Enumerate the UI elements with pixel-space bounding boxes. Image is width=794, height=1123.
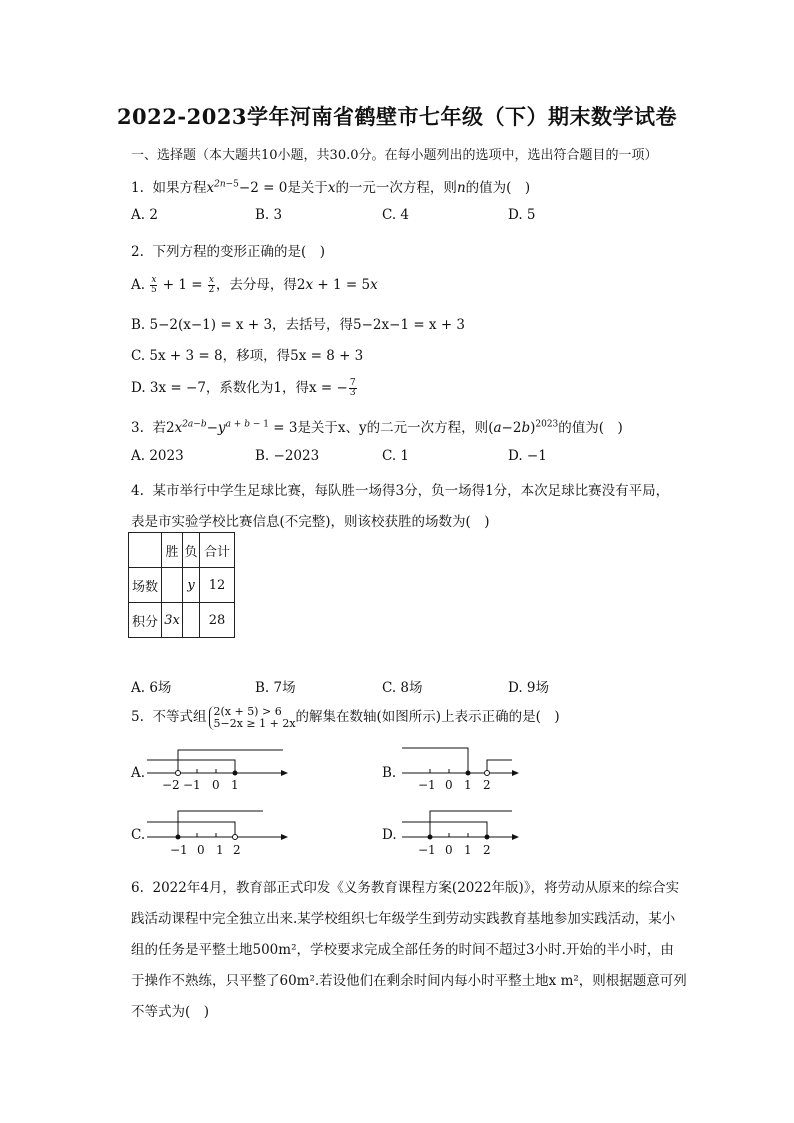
q5-option-b-label: B. xyxy=(382,765,397,781)
tick-label: 2 xyxy=(233,843,241,857)
table-cell: 场数 xyxy=(129,568,162,603)
table-cell: 28 xyxy=(200,603,235,638)
table-cell: 合计 xyxy=(200,533,235,568)
q3-option-a: A. 2023 xyxy=(131,448,184,464)
q1-option-d: D. 5 xyxy=(508,207,536,223)
page-title: 2022-2023学年河南省鹤壁市七年级（下）期末数学试卷 xyxy=(116,104,678,129)
table-cell: y xyxy=(183,568,200,603)
question-6-line3: 组的任务是平整土地500m²，学校要求完成全部任务的时间不超过3小时.开始的半小时，由 xyxy=(131,942,674,958)
table-cell: 胜 xyxy=(162,533,183,568)
q2-option-a: A. $\frac{x}{5}$ + 1 = $\frac{x}{2}$ ，去分母，得2x + 1 = 5x xyxy=(131,275,378,295)
q4-option-a: A. 6场 xyxy=(131,680,172,696)
question-6-line2: 践活动课程中完全独立出来.某学校组织七年级学生到劳动实践教育基地参加实践活动，某小 xyxy=(131,911,676,927)
q4-option-d: D. 9场 xyxy=(508,680,550,696)
score-table xyxy=(128,532,235,638)
number-line-a xyxy=(145,742,290,782)
tick-label: 1 xyxy=(231,778,239,792)
table-cell: 12 xyxy=(200,568,235,603)
q3-option-b: B. −2023 xyxy=(255,448,320,464)
question-2: 2. 下列方程的变形正确的是( ) xyxy=(131,244,326,260)
number-line-c xyxy=(145,806,290,846)
table-row xyxy=(129,568,235,603)
table-cell: 负 xyxy=(183,533,200,568)
table-row xyxy=(129,603,235,638)
tick-label: −1 xyxy=(418,778,436,792)
tick-label: 1 xyxy=(464,778,472,792)
table-row xyxy=(129,533,235,568)
table-cell xyxy=(183,603,200,638)
question-3: 3. 若$2x^{2a-b}-y^{a + b - 1} = 3$是关于x、y的二元一次方程，则$(a-2b)^{2023}$的值为( ) xyxy=(131,419,623,436)
q2-option-d: D. 3x = −7，系数化为1，得x = − $\frac{7}{3}$ xyxy=(131,378,356,398)
q5-option-c-label: C. xyxy=(131,827,146,843)
tick-label: 0 xyxy=(212,778,220,792)
q1-option-a: A. 2 xyxy=(131,207,158,223)
q1-option-b: B. 3 xyxy=(255,207,283,223)
tick-label: −2 xyxy=(162,778,180,792)
q4-option-b: B. 7场 xyxy=(255,680,296,696)
q2-option-b: B. 5−2(x−1) = x + 3，去括号，得5−2x−1 = x + 3 xyxy=(131,317,466,333)
question-4-line2: 表是市实验学校比赛信息(不完整)，则该校获胜的场数为( ) xyxy=(131,514,490,530)
tick-label: −1 xyxy=(183,778,201,792)
q5-option-a-label: A. xyxy=(131,765,146,781)
section-heading: 一、选择题（本大题共10小题，共30.0分。在每小题列出的选项中，选出符合题目的一项） xyxy=(131,148,658,163)
tick-label: 1 xyxy=(216,843,224,857)
question-6-line4: 于操作不熟练，只平整了60m².若设他们在剩余时间内每小时平整土地x m²，则根据题意可列 xyxy=(131,973,687,989)
tick-label: 0 xyxy=(445,778,453,792)
tick-label: 2 xyxy=(483,778,491,792)
q2-option-c: C. 5x + 3 = 8，移项，得5x = 8 + 3 xyxy=(131,348,364,364)
table-cell xyxy=(129,533,162,568)
table-cell: 积分 xyxy=(129,603,162,638)
table-cell xyxy=(162,568,183,603)
q5-option-d-label: D. xyxy=(382,827,397,843)
q1-option-c: C. 4 xyxy=(382,207,410,223)
number-line-b xyxy=(400,742,520,782)
question-5: 5. 不等式组 2(x + 5) > 6 5−2x ≥ 1 + 2x 的解集在数轴(如图所示)上表示正确的是( ) xyxy=(131,704,560,730)
question-1: 1. 如果方程$x^{2n-5}-2 = 0$是关于x的一元一次方程，则n的值为( ) xyxy=(131,179,531,196)
inequality-system: 2(x + 5) > 6 5−2x ≥ 1 + 2x xyxy=(209,706,295,730)
question-6-line5: 不等式为( ) xyxy=(131,1004,210,1020)
question-6: 6. 2022年4月，教育部正式印发《义务教育课程方案(2022年版)》，将劳动从原来的综合实 xyxy=(131,880,680,896)
q3-option-c: C. 1 xyxy=(382,448,410,464)
number-line-d xyxy=(400,806,520,846)
tick-label: 0 xyxy=(445,843,453,857)
tick-label: 1 xyxy=(464,843,472,857)
tick-label: 2 xyxy=(483,843,491,857)
tick-label: −1 xyxy=(170,843,188,857)
table-cell: 3x xyxy=(162,603,183,638)
tick-label: 0 xyxy=(197,843,205,857)
question-4: 4. 某市举行中学生足球比赛，每队胜一场得3分，负一场得1分，本次足球比赛没有平局， xyxy=(131,483,670,499)
tick-label: −1 xyxy=(418,843,436,857)
q4-option-c: C. 8场 xyxy=(382,680,423,696)
q3-option-d: D. −1 xyxy=(508,448,547,464)
